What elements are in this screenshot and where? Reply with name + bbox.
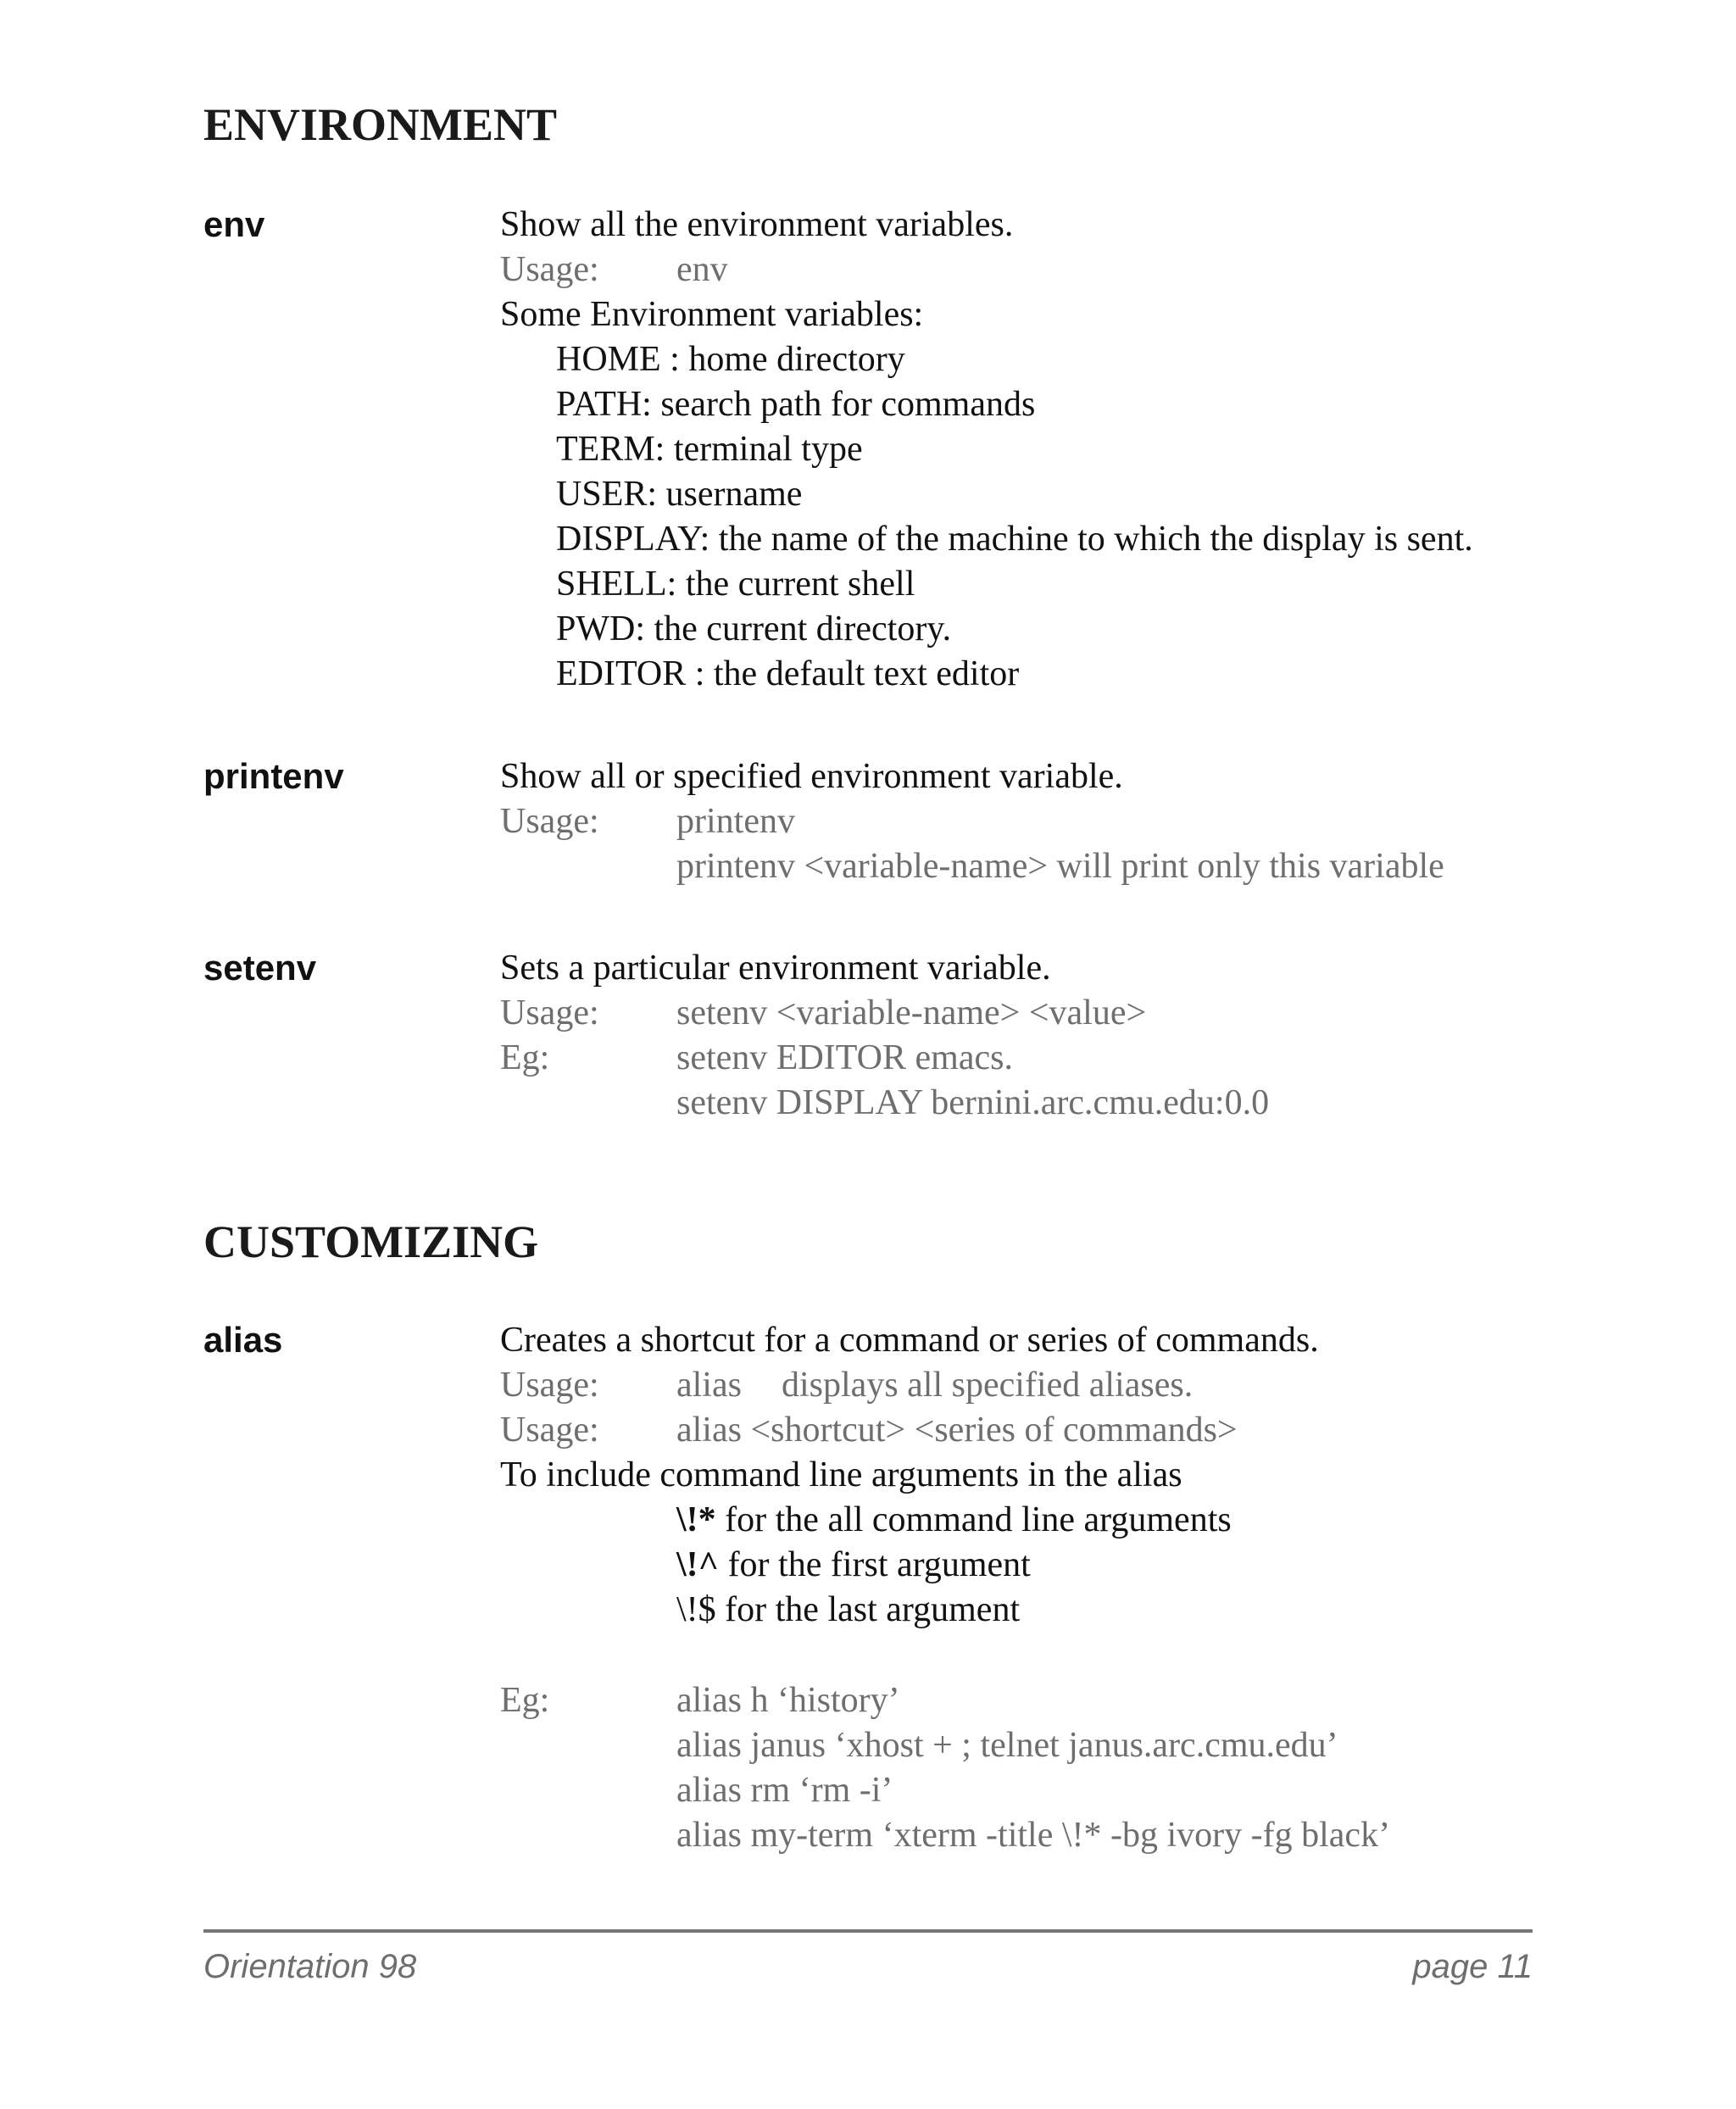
section-heading-environment: ENVIRONMENT bbox=[203, 99, 558, 150]
page-number: page 11 bbox=[1412, 1948, 1533, 1985]
section-heading-customizing: CUSTOMIZING bbox=[203, 1216, 539, 1267]
setenv-eg-label: Eg: bbox=[500, 1038, 550, 1077]
alias-arg-symbol: \!^ bbox=[676, 1545, 720, 1584]
command-name-printenv: printenv bbox=[203, 756, 344, 796]
alias-example: alias rm ‘rm -i’ bbox=[676, 1771, 893, 1810]
alias-example: alias h ‘history’ bbox=[676, 1681, 900, 1720]
alias-usage-label: Usage: bbox=[500, 1411, 599, 1450]
env-var-item: TERM: terminal type bbox=[556, 430, 863, 469]
env-var-item: USER: username bbox=[556, 475, 803, 514]
env-usage: env bbox=[676, 250, 728, 289]
alias-usage-desc: displays all specified aliases. bbox=[782, 1366, 1194, 1405]
setenv-usage: setenv <variable-name> <value> bbox=[676, 993, 1147, 1032]
printenv-usage: printenv <variable-name> will print only this variable bbox=[676, 847, 1444, 886]
command-name-env: env bbox=[203, 204, 265, 244]
env-vars-intro: Some Environment variables: bbox=[500, 295, 924, 334]
env-var-item: HOME : home directory bbox=[556, 340, 905, 379]
command-name-alias: alias bbox=[203, 1320, 283, 1360]
alias-args-intro: To include command line arguments in the alias bbox=[500, 1455, 1182, 1494]
env-var-item: SHELL: the current shell bbox=[556, 565, 915, 604]
alias-example: alias janus ‘xhost + ; telnet janus.arc.cmu.edu’ bbox=[676, 1726, 1338, 1765]
alias-arg-item bbox=[676, 1547, 1031, 1583]
env-description: Show all the environment variables. bbox=[500, 205, 1014, 244]
footer-title: Orientation 98 bbox=[203, 1948, 417, 1985]
alias-arg-text: for the all command line arguments bbox=[715, 1500, 1232, 1539]
alias-arg-symbol: \!* bbox=[676, 1500, 716, 1539]
env-var-item: EDITOR : the default text editor bbox=[556, 654, 1020, 693]
alias-arg-item bbox=[676, 1592, 1020, 1628]
env-usage-label: Usage: bbox=[500, 250, 599, 289]
alias-usage-label: Usage: bbox=[500, 1366, 599, 1405]
alias-description: Creates a shortcut for a command or series of commands. bbox=[500, 1321, 1319, 1360]
alias-arg-text: for the first argument bbox=[719, 1545, 1031, 1584]
setenv-description: Sets a particular environment variable. bbox=[500, 949, 1051, 988]
printenv-usage: printenv bbox=[676, 802, 795, 841]
setenv-example: setenv EDITOR emacs. bbox=[676, 1038, 1013, 1077]
env-var-item: PATH: search path for commands bbox=[556, 385, 1036, 424]
alias-usage-cmd: alias bbox=[676, 1366, 742, 1405]
alias-arg-item bbox=[676, 1502, 1232, 1538]
alias-usage: alias <shortcut> <series of commands> bbox=[676, 1411, 1238, 1450]
alias-eg-label: Eg: bbox=[500, 1681, 550, 1720]
env-var-item: PWD: the current directory. bbox=[556, 609, 952, 648]
alias-arg-symbol: \!$ bbox=[676, 1590, 716, 1629]
printenv-usage-label: Usage: bbox=[500, 802, 599, 841]
setenv-example: setenv DISPLAY bernini.arc.cmu.edu:0.0 bbox=[676, 1083, 1270, 1122]
setenv-usage-label: Usage: bbox=[500, 993, 599, 1032]
env-var-item: DISPLAY: the name of the machine to which the display is sent. bbox=[556, 520, 1473, 559]
alias-arg-text: for the last argument bbox=[715, 1590, 1021, 1629]
footer-rule bbox=[203, 1929, 1533, 1933]
alias-example: alias my-term ‘xterm -title \!* -bg ivory -fg black’ bbox=[676, 1816, 1391, 1855]
command-name-setenv: setenv bbox=[203, 948, 317, 988]
printenv-description: Show all or specified environment variable. bbox=[500, 757, 1123, 796]
